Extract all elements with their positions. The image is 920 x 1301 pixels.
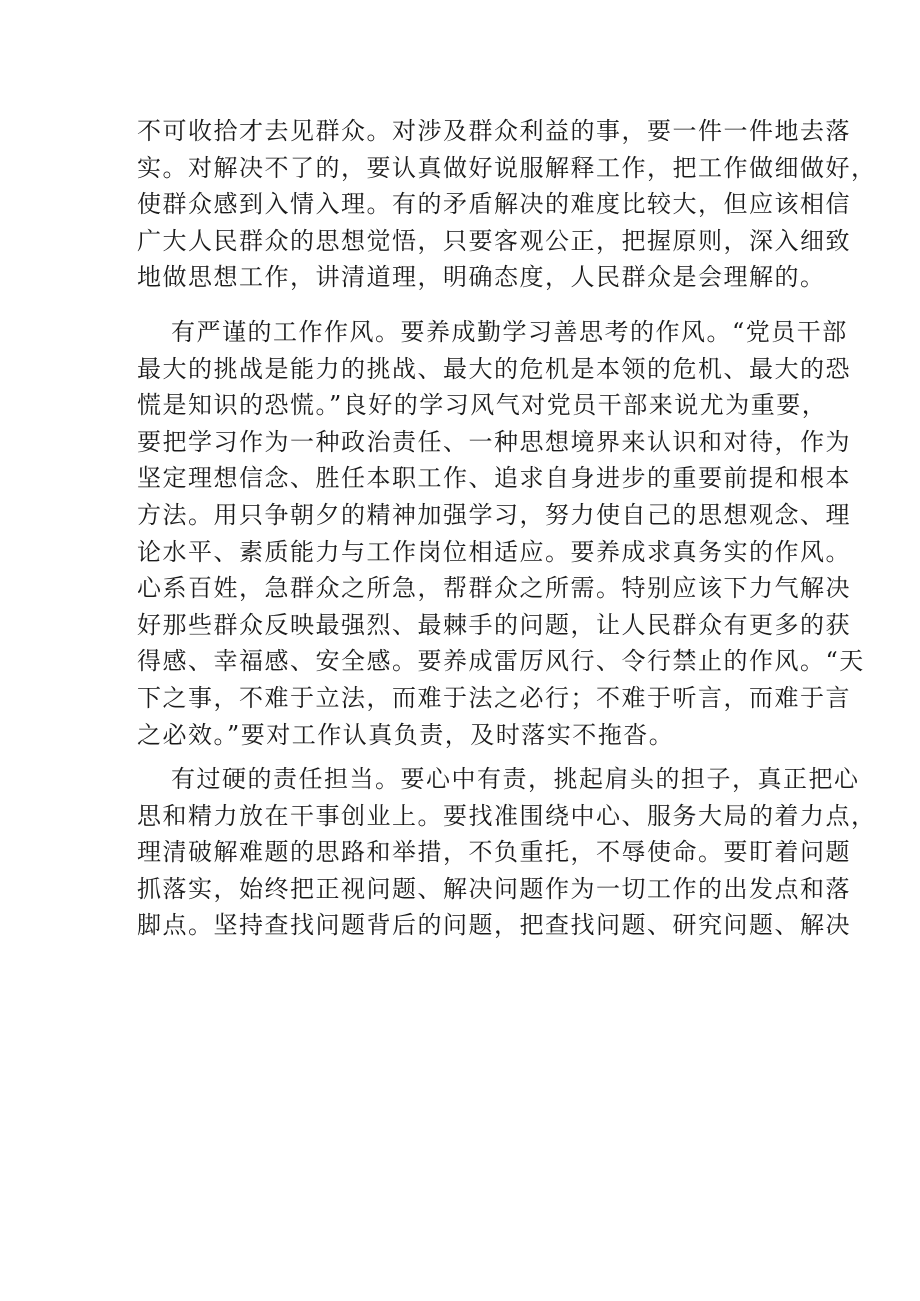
text-line: 最大的挑战是能力的挑战、最大的危机是本领的危机、最大的恐: [137, 354, 851, 383]
text-line: 思和精力放在干事创业上。要找准围绕中心、服务大局的着力点，: [137, 801, 877, 830]
text-line: 脚点。坚持查找问题背后的问题，把查找问题、研究问题、解决: [137, 911, 851, 940]
paragraph-2: [137, 314, 865, 753]
text-line: 抓落实，始终把正视问题、解决问题作为一切工作的出发点和落: [137, 874, 851, 903]
text-line: 实。对解决不了的，要认真做好说服解释工作，把工作做细做好，: [137, 153, 877, 182]
text-line: 理清破解难题的思路和举措，不负重托，不辱使命。要盯着问题: [137, 838, 851, 867]
text-line: 方法。用只争朝夕的精神加强学习，努力使自己的思想观念、理: [137, 500, 851, 529]
paragraph-3: [137, 761, 877, 944]
text-line: 慌是知识的恐慌。”良好的学习风气对党员干部来说尤为重要，: [137, 391, 828, 420]
document-body: [137, 113, 877, 944]
text-line: 论水平、素质能力与工作岗位相适应。要养成求真务实的作风。: [137, 537, 851, 566]
text-line: 下之事，不难于立法，而难于法之必行；不难于听言，而难于言: [137, 683, 851, 712]
paragraph-1: [137, 113, 877, 296]
text-line: 有严谨的工作作风。要养成勤学习善思考的作风。“党员干部: [171, 317, 848, 346]
text-line: 得感、幸福感、安全感。要养成雷厉风行、令行禁止的作风。“天: [137, 647, 865, 676]
text-line: 之必效。”要对工作认真负责，及时落实不拖沓。: [137, 720, 675, 749]
text-line: 要把学习作为一种政治责任、一种思想境界来认识和对待，作为: [137, 427, 851, 456]
text-line: 不可收拾才去见群众。对涉及群众利益的事，要一件一件地去落: [137, 117, 851, 145]
text-line: 有过硬的责任担当。要心中有责，挑起肩头的担子，真正把心: [171, 765, 860, 794]
text-line: 好那些群众反映最强烈、最棘手的问题，让人民群众有更多的获: [137, 610, 851, 639]
text-line: 坚定理想信念、胜任本职工作、追求自身进步的重要前提和根本: [137, 464, 851, 493]
text-line: 使群众感到入情入理。有的矛盾解决的难度比较大，但应该相信: [137, 190, 851, 219]
text-line: 心系百姓，急群众之所急，帮群众之所需。特别应该下力气解决: [137, 574, 851, 603]
text-line: 地做思想工作，讲清道理，明确态度，人民群众是会理解的。: [137, 263, 826, 292]
text-line: 广大人民群众的思想觉悟，只要客观公正，把握原则，深入细致: [137, 226, 851, 255]
